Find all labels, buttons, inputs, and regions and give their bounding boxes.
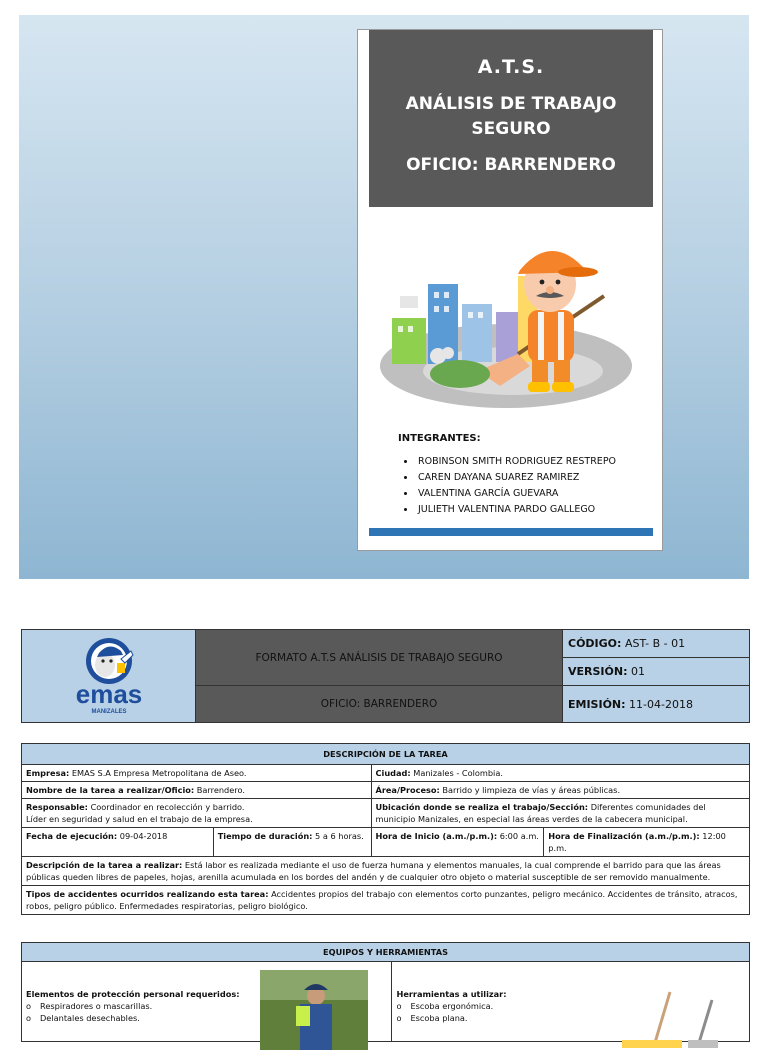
broom-tools-image — [602, 982, 732, 1052]
emas-logo-cell — [22, 630, 196, 723]
ubicacion-label: Ubicación donde se realiza el trabajo/Sección: — [375, 802, 589, 812]
cover-subtitle: ANÁLISIS DE TRABAJO SEGURO — [405, 94, 617, 139]
version-cell — [563, 658, 750, 686]
inicio-cell — [371, 828, 544, 857]
task-description-table — [21, 743, 750, 915]
accidents-cell — [22, 886, 750, 915]
member-item: • JULIETH VALENTINA PARDO GALLEGO — [416, 502, 616, 518]
fin-label: Hora de Finalización (a.m./p.m.): — [548, 831, 700, 841]
tools-heading: Herramientas a utilizar: — [396, 989, 507, 999]
fecha-cell — [22, 828, 214, 857]
responsable-value: Coordinador en recolección y barrido. — [90, 802, 245, 812]
oficio-title: OFICIO: BARRENDERO — [196, 686, 563, 723]
member-item: • CAREN DAYANA SUAREZ RAMIREZ — [416, 470, 616, 486]
responsable-label: Responsable: — [26, 802, 88, 812]
codigo-cell — [563, 630, 750, 658]
cover-oficio: OFICIO: BARRENDERO — [406, 155, 616, 175]
tool-item: o Escoba plana. — [396, 1012, 745, 1024]
epp-item: o Delantales desechables. — [26, 1012, 387, 1024]
tool-item: o Escoba ergonómica. — [396, 1000, 745, 1012]
sweeper-illustration — [378, 226, 642, 416]
emision-value: 11-04-2018 — [629, 697, 693, 711]
duracion-value: 5 a 6 horas. — [315, 831, 364, 841]
empresa-label: Empresa: — [26, 768, 70, 778]
tools-cell — [392, 962, 750, 1042]
tarea-value: Barrendero. — [196, 785, 245, 795]
equipment-table — [21, 942, 750, 1042]
duracion-label: Tiempo de duración: — [217, 831, 313, 841]
ubicacion-cell — [371, 799, 750, 828]
area-cell — [371, 782, 750, 799]
empresa-cell — [22, 765, 372, 782]
members-list — [398, 454, 616, 518]
responsable-cell — [22, 799, 372, 828]
inicio-value: 6:00 a.m. — [499, 831, 539, 841]
emision-cell — [563, 686, 750, 723]
logo-subtext: MANIZALES — [91, 709, 126, 715]
epp-cell — [22, 962, 392, 1042]
member-item: • VALENTINA GARCÍA GUEVARA — [416, 486, 616, 502]
members-block — [398, 433, 616, 518]
responsable-line2: Líder en seguridad y salud en el trabajo de la empresa. — [26, 814, 253, 824]
emas-logo — [59, 633, 159, 715]
area-label: Área/Proceso: — [375, 785, 440, 795]
cover-page — [19, 15, 749, 579]
description-section-title: DESCRIPCIÓN DE LA TAREA — [22, 744, 750, 765]
epp-heading: Elementos de protección personal requeridos: — [26, 989, 240, 999]
empresa-value: EMAS S.A Empresa Metropolitana de Aseo. — [71, 768, 247, 778]
accidents-value: Accidentes propios del trabajo con elementos corto punzantes, peligro mecánico. Accidentes de tránsito, atracos, robos, peligro público. Enfermedades respiratorias, peligro biológico. — [26, 889, 738, 911]
cover-footer-bar — [369, 528, 653, 536]
worker-photo — [260, 970, 368, 1050]
epp-item: o Respiradores o mascarillas. — [26, 1000, 387, 1012]
task-description-label: Descripción de la tarea a realizar: — [26, 860, 183, 870]
cover-title: A.T.S. — [477, 56, 545, 78]
codigo-label: CÓDIGO: — [568, 637, 622, 650]
area-value: Barrido y limpieza de vías y áreas públicas. — [442, 785, 621, 795]
task-description-cell — [22, 857, 750, 886]
version-label: VERSIÓN: — [568, 665, 628, 678]
duracion-cell — [213, 828, 371, 857]
accidents-label: Tipos de accidentes ocurridos realizando esta tarea: — [26, 889, 269, 899]
fecha-value: 09-04-2018 — [119, 831, 168, 841]
member-item: • ROBINSON SMITH RODRIGUEZ RESTREPO — [416, 454, 616, 470]
tarea-cell — [22, 782, 372, 799]
ciudad-label: Ciudad: — [375, 768, 411, 778]
logo-wordmark: emas — [75, 679, 142, 709]
fin-value: 12:00 p.m. — [548, 831, 726, 853]
cover-title-box — [369, 30, 653, 207]
format-header-table — [21, 629, 750, 723]
emision-label: EMISIÓN: — [568, 697, 626, 711]
ciudad-value: Manizales - Colombia. — [413, 768, 503, 778]
ciudad-cell — [371, 765, 750, 782]
codigo-value: AST- B - 01 — [624, 637, 686, 650]
inicio-label: Hora de Inicio (a.m./p.m.): — [375, 831, 498, 841]
ubicacion-value: Diferentes comunidades del municipio Manizales, en especial las áreas verdes de la cabecera municipal. — [375, 802, 706, 824]
tarea-label: Nombre de la tarea a realizar/Oficio: — [26, 785, 195, 795]
fecha-label: Fecha de ejecución: — [26, 831, 118, 841]
cover-card — [357, 29, 663, 551]
format-title: FORMATO A.T.S ANÁLISIS DE TRABAJO SEGURO — [196, 630, 563, 686]
fin-cell — [544, 828, 750, 857]
equipment-section-title: EQUIPOS Y HERRAMIENTAS — [22, 943, 750, 962]
task-description-value: Está labor es realizada mediante el uso de fuerza humana y elementos manuales, la cual comprende el barrido para que las áreas públicas queden libres de papeles, hojas, arenilla acumulada en los bordes del andén y de cualquier otro objeto o material susceptible de ser removido manualmente. — [26, 860, 721, 882]
version-value: 01 — [630, 665, 645, 678]
members-heading: INTEGRANTES: — [398, 433, 481, 444]
